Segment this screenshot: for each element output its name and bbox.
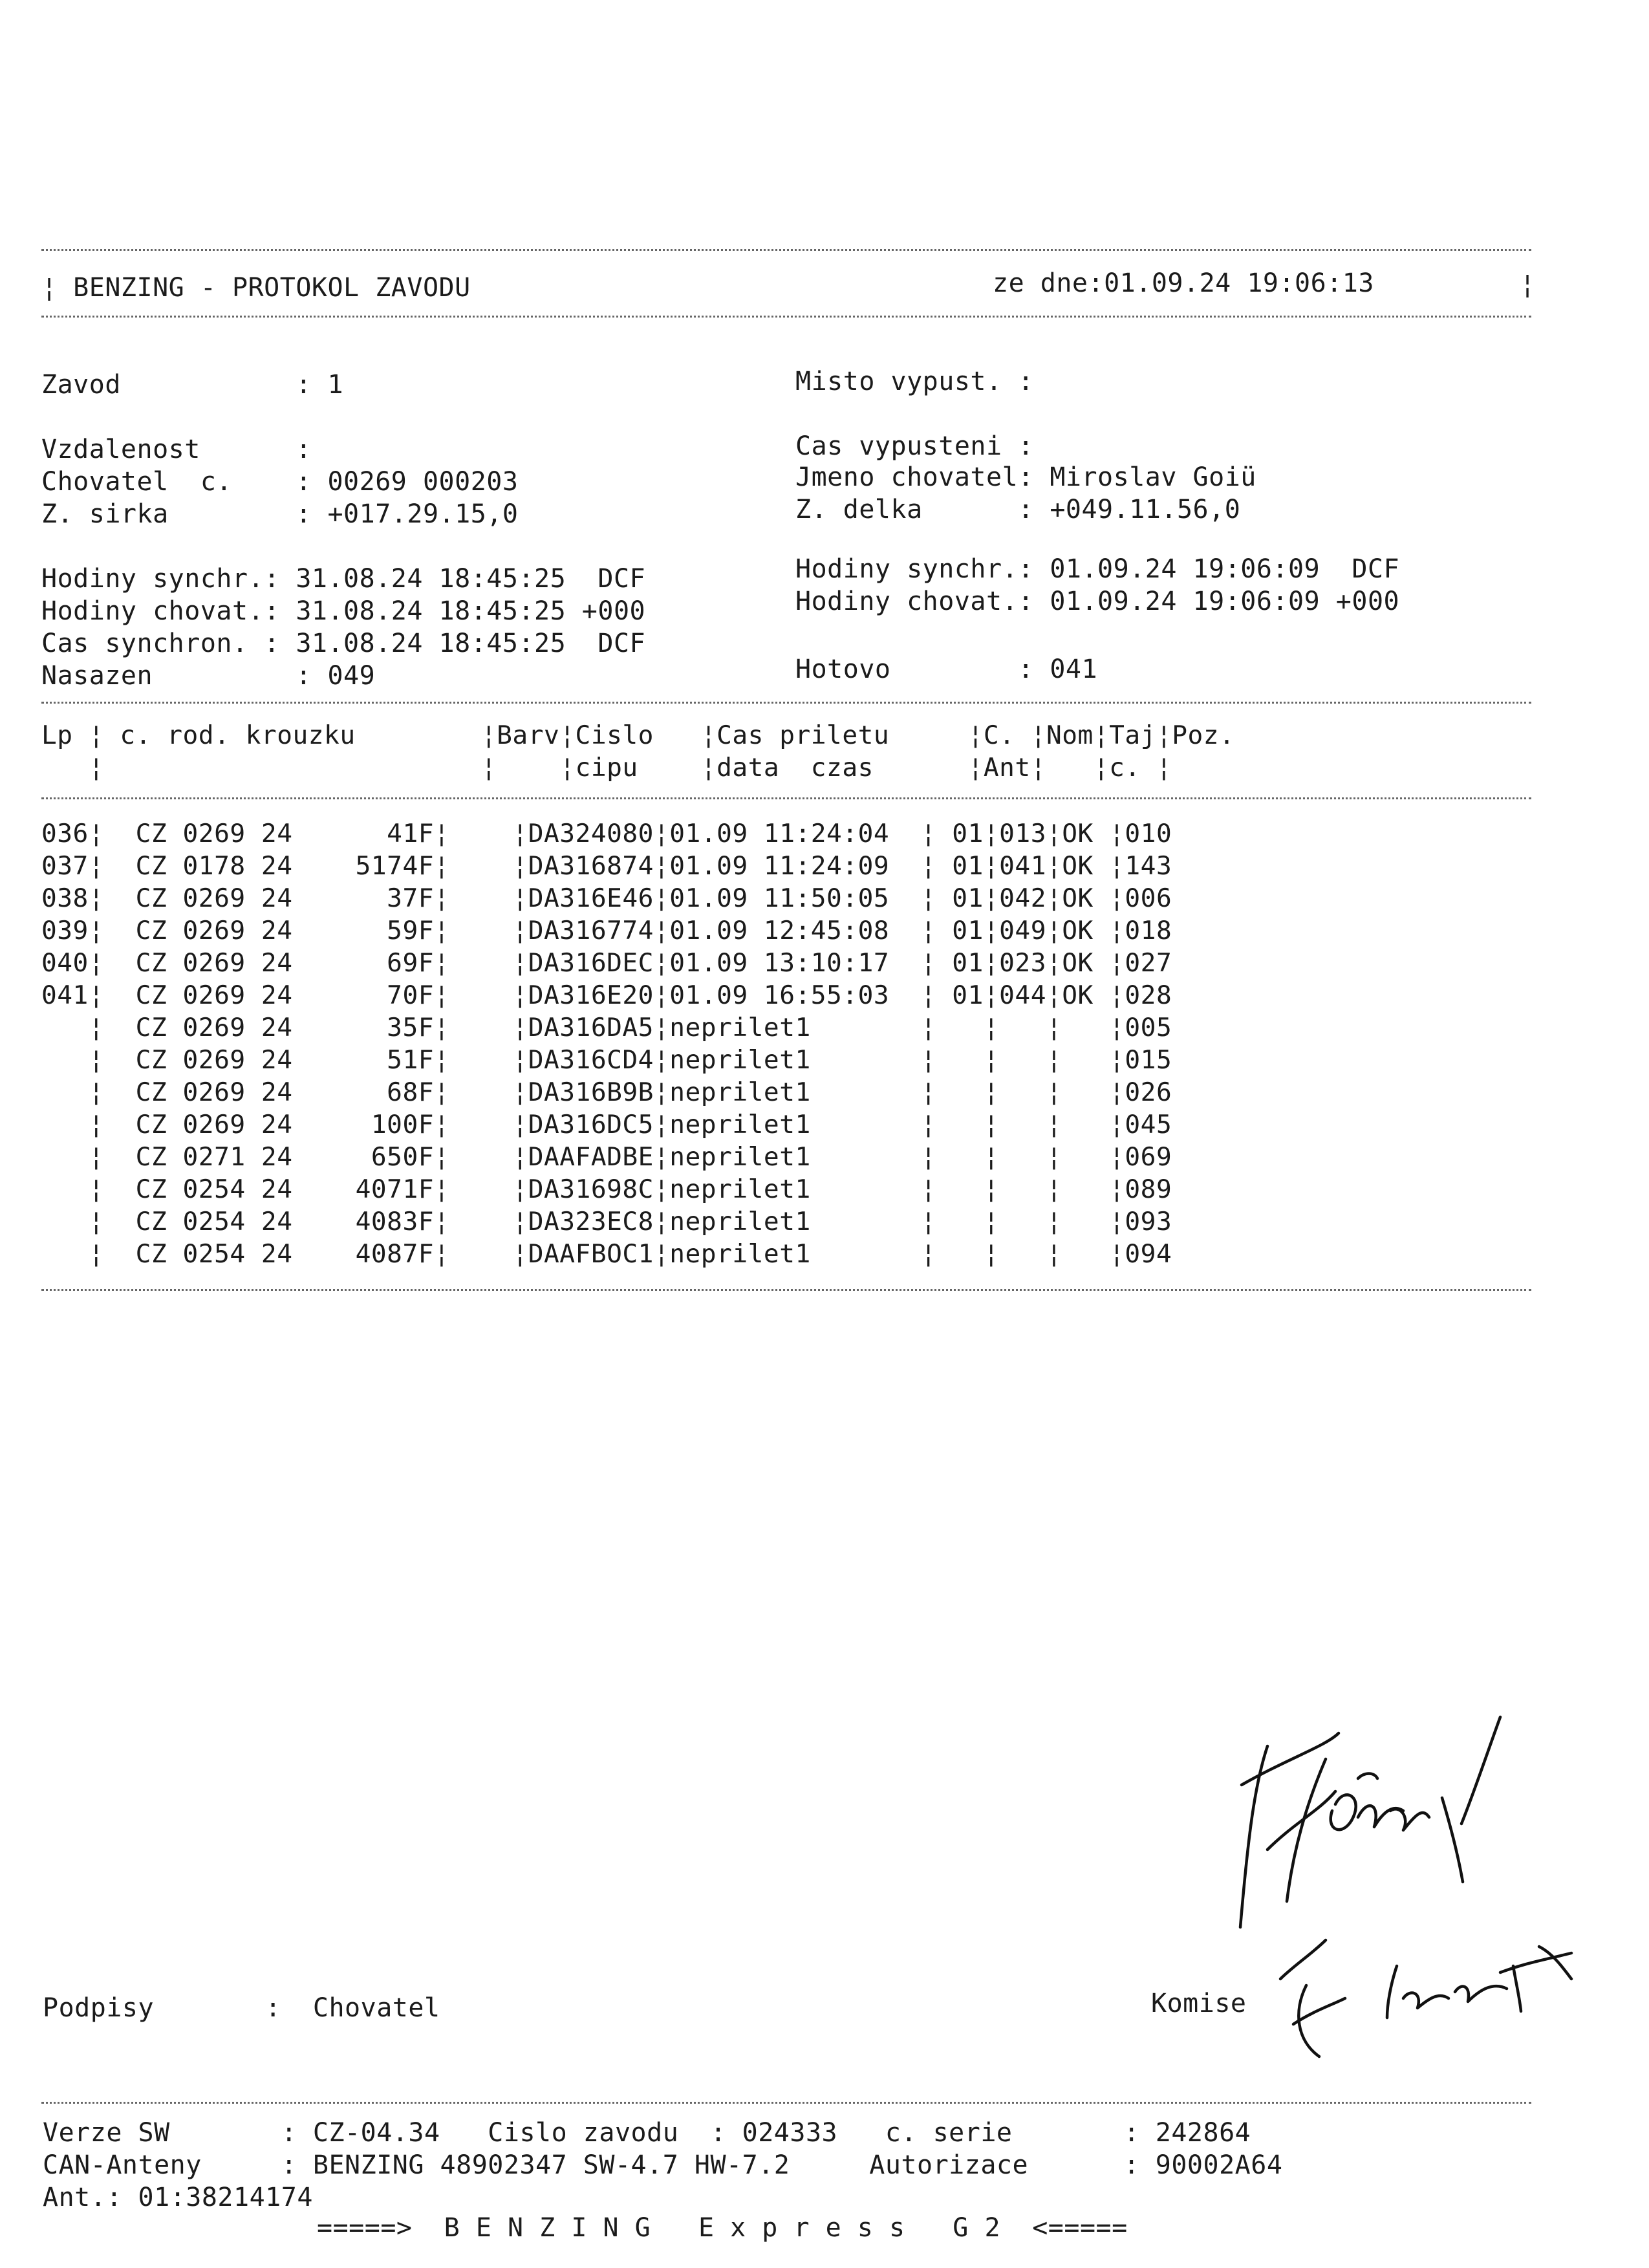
- commission-label: Komise: [1151, 1989, 1247, 2018]
- separator-top: [41, 249, 1531, 251]
- info-left-line: Nasazen : 049: [41, 661, 376, 691]
- info-right-line: Jmeno chovatel: Miroslav Goiü: [795, 462, 1256, 492]
- header-end-mark: ¦: [1520, 270, 1536, 299]
- info-right-line: Hodiny chovat.: 01.09.24 19:06:09 +000: [795, 587, 1400, 616]
- table-row: ¦ CZ 0269 24 35F¦ ¦DA316DA5¦neprilet1 ¦ ¦ ¦ ¦005: [41, 1013, 1172, 1042]
- footer-line: CAN-Anteny : BENZING 48902347 SW-4.7 HW-7.2 Autorizace : 90002A64: [43, 2150, 1283, 2180]
- table-row: ¦ CZ 0269 24 51F¦ ¦DA316CD4¦neprilet1 ¦ ¦ ¦ ¦015: [41, 1045, 1172, 1075]
- protocol-date: ze dne:01.09.24 19:06:13: [993, 268, 1374, 298]
- info-right-line: Hodiny synchr.: 01.09.24 19:06:09 DCF: [795, 554, 1400, 584]
- table-row: ¦ CZ 0269 24 100F¦ ¦DA316DC5¦neprilet1 ¦ ¦ ¦ ¦045: [41, 1110, 1172, 1139]
- commission-signature: [1267, 1927, 1591, 2069]
- info-left-line: Chovatel c. : 00269 000203: [41, 467, 519, 497]
- info-left-line: Cas synchron. : 31.08.24 18:45:25 DCF: [41, 629, 646, 658]
- table-row: 040¦ CZ 0269 24 69F¦ ¦DA316DEC¦01.09 13:10:17 ¦ 01¦023¦OK ¦027: [41, 948, 1172, 978]
- separator-footer: [41, 2102, 1531, 2104]
- table-row: ¦ CZ 0254 24 4087F¦ ¦DAAFBOC1¦neprilet1 ¦ ¦ ¦ ¦094: [41, 1239, 1172, 1269]
- footer-brand-line: =====> B E N Z I N G E x p r e s s G 2 <=====: [317, 2213, 1128, 2243]
- info-right-line: Misto vypust. :: [795, 367, 1034, 396]
- table-row: 041¦ CZ 0269 24 70F¦ ¦DA316E20¦01.09 16:55:03 ¦ 01¦044¦OK ¦028: [41, 980, 1172, 1010]
- info-left-line: Vzdalenost :: [41, 435, 312, 464]
- table-header-line: Lp ¦ c. rod. krouzku ¦Barv¦Cislo ¦Cas priletu ¦C. ¦Nom¦Taj¦Poz.: [41, 720, 1235, 750]
- table-row: 039¦ CZ 0269 24 59F¦ ¦DA316774¦01.09 12:45:08 ¦ 01¦049¦OK ¦018: [41, 916, 1172, 945]
- separator-table-header: [41, 797, 1531, 799]
- signatures-label: Podpisy : Chovatel: [43, 1993, 440, 2023]
- separator-table-top: [41, 702, 1531, 704]
- footer-line: Ant.: 01:38214174: [43, 2183, 313, 2212]
- table-row: ¦ CZ 0254 24 4083F¦ ¦DA323EC8¦neprilet1 ¦ ¦ ¦ ¦093: [41, 1207, 1172, 1237]
- document-title: ¦ BENZING - PROTOKOL ZAVODU: [41, 273, 471, 303]
- separator-header: [41, 316, 1531, 318]
- info-right-line: Cas vypusteni :: [795, 431, 1034, 461]
- table-row: 038¦ CZ 0269 24 37F¦ ¦DA316E46¦01.09 11:50:05 ¦ 01¦042¦OK ¦006: [41, 883, 1172, 913]
- separator-table-bottom: [41, 1289, 1531, 1291]
- info-left-line: Zavod : 1: [41, 370, 344, 400]
- table-row: ¦ CZ 0269 24 68F¦ ¦DA316B9B¦neprilet1 ¦ ¦ ¦ ¦026: [41, 1077, 1172, 1107]
- info-left-line: Hodiny chovat.: 31.08.24 18:45:25 +000: [41, 596, 646, 626]
- table-header-line: ¦ ¦ ¦cipu ¦data czas ¦Ant¦ ¦c. ¦: [41, 753, 1172, 783]
- table-row: 036¦ CZ 0269 24 41F¦ ¦DA324080¦01.09 11:24:04 ¦ 01¦013¦OK ¦010: [41, 819, 1172, 848]
- table-row: 037¦ CZ 0178 24 5174F¦ ¦DA316874¦01.09 11:24:09 ¦ 01¦041¦OK ¦143: [41, 851, 1172, 881]
- info-right-line: Z. delka : +049.11.56,0: [795, 495, 1241, 524]
- info-left-line: Z. sirka : +017.29.15,0: [41, 499, 519, 529]
- table-row: ¦ CZ 0254 24 4071F¦ ¦DA31698C¦neprilet1 ¦ ¦ ¦ ¦089: [41, 1174, 1172, 1204]
- footer-line: Verze SW : CZ-04.34 Cislo zavodu : 024333 c. serie : 242864: [43, 2118, 1251, 2148]
- info-left-line: Hodiny synchr.: 31.08.24 18:45:25 DCF: [41, 564, 646, 594]
- table-row: ¦ CZ 0271 24 650F¦ ¦DAAFADBE¦neprilet1 ¦ ¦ ¦ ¦069: [41, 1142, 1172, 1172]
- info-right-line: Hotovo : 041: [795, 654, 1098, 684]
- breeder-signature: [1229, 1707, 1539, 1940]
